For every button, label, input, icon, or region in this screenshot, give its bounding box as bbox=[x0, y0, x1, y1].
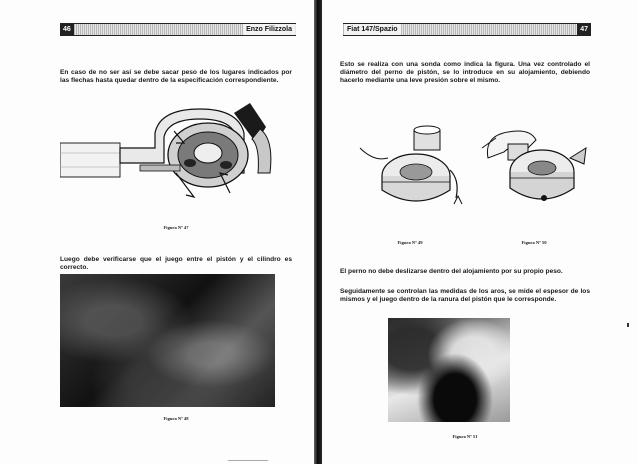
right-paragraph-2: El perno no debe deslizarse dentro del alojamiento por su propio peso. bbox=[340, 268, 563, 275]
left-page bbox=[0, 0, 314, 464]
right-running-title: Fiat 147/Spazio bbox=[344, 24, 401, 35]
right-page-header bbox=[343, 23, 591, 36]
left-paragraph-1: En caso de no ser así se debe sacar peso de los lugares indicados por las flechas hasta quedar dentro de la especificación correspondiente. bbox=[60, 69, 292, 85]
figure-47-illustration bbox=[60, 103, 275, 213]
figure-50-caption: Figura Nº 50 bbox=[521, 240, 547, 245]
figure-48-caption: Figura Nº 48 bbox=[163, 416, 189, 421]
right-paragraph-3: Seguidamente se controlan las medidas de los aros, se mide el espesor de los mismos y el juego dentro de la ranura del pistón que le corresponde. bbox=[340, 288, 590, 304]
book-spine bbox=[314, 0, 322, 464]
figure-51-caption: Figura Nº 51 bbox=[452, 434, 478, 439]
left-page-header bbox=[60, 23, 296, 36]
margin-mark bbox=[627, 323, 629, 327]
figure-48-photo bbox=[60, 274, 275, 407]
figure-49-illustration bbox=[354, 120, 466, 216]
figure-47-caption: Figura Nº 47 bbox=[163, 225, 189, 230]
figure-51-photo bbox=[388, 318, 510, 422]
left-running-title: Enzo Filizzola bbox=[243, 24, 295, 35]
figure-50-illustration bbox=[478, 118, 590, 214]
figure-49-caption: Figura Nº 49 bbox=[397, 240, 423, 245]
right-paragraph-1: Esto se realiza con una sonda como indica la figura. Una vez controlado el diámetro del perno de pistón, se lo introduce en su alojamiento, debiendo hacerlo mediante una leve presión sobre el mismo. bbox=[340, 61, 590, 85]
left-paragraph-2: Luego debe verificarse que el juego entre el pistón y el cilindro es correcto. bbox=[60, 256, 292, 272]
page-smudge bbox=[228, 460, 268, 461]
left-page-number: 46 bbox=[60, 24, 74, 35]
right-page-number: 47 bbox=[577, 24, 591, 35]
